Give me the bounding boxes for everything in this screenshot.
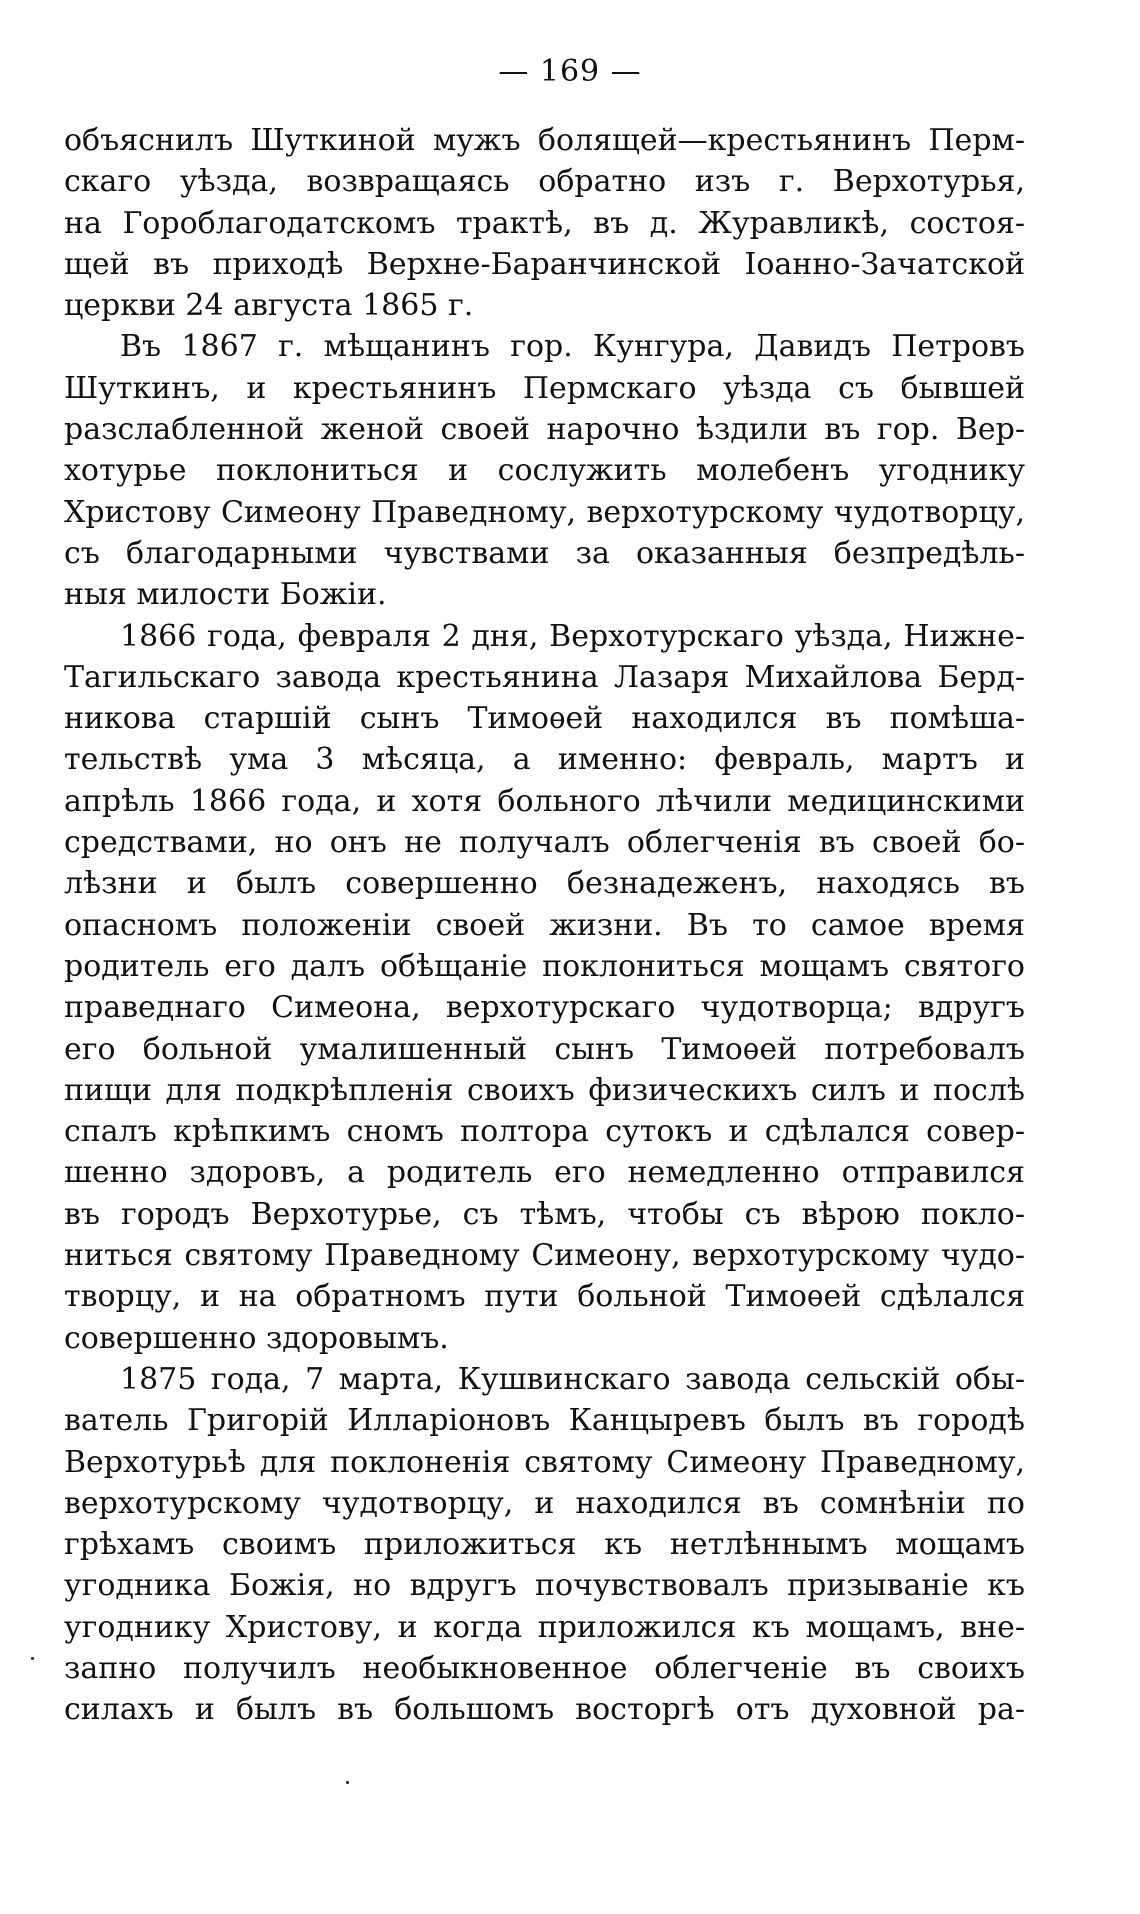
text-line: 1875 года, 7 марта, Кушвинскаго завода сельскій обы- xyxy=(120,1361,1025,1397)
paragraph-1 xyxy=(64,120,1025,326)
text-line: шенно здоровъ, а родитель его немедленно отправился xyxy=(64,1155,1025,1191)
text-line: угоднику Христову, и когда приложился къ мощамъ, вне- xyxy=(64,1609,1025,1645)
text-line: грѣхамъ своимъ приложиться къ нетлѣннымъ мощамъ xyxy=(64,1527,1025,1563)
text-line: тельствѣ ума 3 мѣсяца, а именно: февраль, мартъ и xyxy=(64,742,1025,778)
text-line: силахъ и былъ въ большомъ восторгѣ отъ духовной ра- xyxy=(64,1692,1025,1728)
text-line: средствами, но онъ не получалъ облегченія въ своей бо- xyxy=(64,825,1025,861)
text-line: Верхотурьѣ для поклоненія святому Симеону Праведному, xyxy=(64,1444,1025,1480)
text-line: объяснилъ Шуткиной мужъ болящей—крестьянинъ Перм- xyxy=(64,123,1025,158)
text-line: праведнаго Симеона, верхотурскаго чудотворца; вдругъ xyxy=(64,990,1025,1026)
text-line: Тагильскаго завода крестьянина Лазаря Михайлова Берд- xyxy=(64,659,1025,695)
print-speck xyxy=(346,1781,349,1784)
text-line: его больной умалишенный сынъ Тимоѳей потребовалъ xyxy=(64,1031,1025,1067)
text-line: Шуткинъ, и крестьянинъ Пермскаго уѣзда съ бывшей xyxy=(64,370,1025,406)
text-line: щей въ приходѣ Верхне-Баранчинской Іоанно-Зачатской xyxy=(64,246,1025,282)
text-line: 1866 года, февраля 2 дня, Верхотурскаго уѣзда, Нижне- xyxy=(120,618,1025,654)
text-line: угодника Божія, но вдругъ почувствовалъ призываніе къ xyxy=(64,1568,1025,1604)
text-line: совершенно здоровымъ. xyxy=(64,1320,449,1356)
text-line: никова старшій сынъ Тимоѳей находился въ помѣша- xyxy=(64,701,1025,737)
text-line: родитель его далъ обѣщаніе поклониться мощамъ святого xyxy=(64,948,1025,984)
text-line: опасномъ положеніи своей жизни. Въ то самое время xyxy=(64,907,1025,943)
text-line: запно получилъ необыкновенное облегченіе въ своихъ xyxy=(64,1650,1025,1686)
body-text xyxy=(64,120,1025,1731)
paragraph-3 xyxy=(64,616,1025,1359)
text-line: пищи для подкрѣпленія своихъ физическихъ силъ и послѣ xyxy=(64,1072,1025,1108)
print-speck xyxy=(31,1657,34,1660)
text-line: на Гороблагодатскомъ трактѣ, въ д. Журавликѣ, состоя- xyxy=(64,205,1025,241)
text-line: апрѣль 1866 года, и хотя больного лѣчили медицинскими xyxy=(64,783,1025,819)
text-line: ватель Григорій Илларіоновъ Канцыревъ былъ въ городѣ xyxy=(64,1403,1025,1439)
text-line: ныя милости Божіи. xyxy=(64,577,387,613)
text-line: скаго уѣзда, возвращаясь обратно изъ г. Верхотурья, xyxy=(64,164,1025,200)
text-line: разслабленной женой своей нарочно ѣздили въ гор. Вер- xyxy=(64,412,1025,448)
text-line: въ городъ Верхотурье, съ тѣмъ, чтобы съ вѣрою покло- xyxy=(64,1196,1025,1232)
text-line: спалъ крѣпкимъ сномъ полтора сутокъ и сдѣлался совер- xyxy=(64,1114,1025,1150)
text-line: съ благодарными чувствами за оказанныя безпредѣль- xyxy=(64,535,1025,571)
paragraph-4 xyxy=(64,1359,1025,1731)
text-line: хотурье поклониться и сослужить молебенъ угоднику xyxy=(64,453,1025,489)
text-line: Въ 1867 г. мѣщанинъ гор. Кунгура, Давидъ Петровъ xyxy=(120,329,1025,365)
text-line: лѣзни и былъ совершенно безнадеженъ, находясь въ xyxy=(64,866,1025,902)
paragraph-2 xyxy=(64,326,1025,615)
text-line: ниться святому Праведному Симеону, верхотурскому чудо- xyxy=(64,1238,1025,1274)
text-line: верхотурскому чудотворцу, и находился въ сомнѣніи по xyxy=(64,1485,1025,1521)
page-number: — 169 — xyxy=(498,54,642,89)
text-line: Христову Симеону Праведному, верхотурскому чудотворцу, xyxy=(64,494,1025,530)
text-line: церкви 24 августа 1865 г. xyxy=(64,288,474,324)
text-line: творцу, и на обратномъ пути больной Тимоѳей сдѣлался xyxy=(64,1279,1025,1315)
